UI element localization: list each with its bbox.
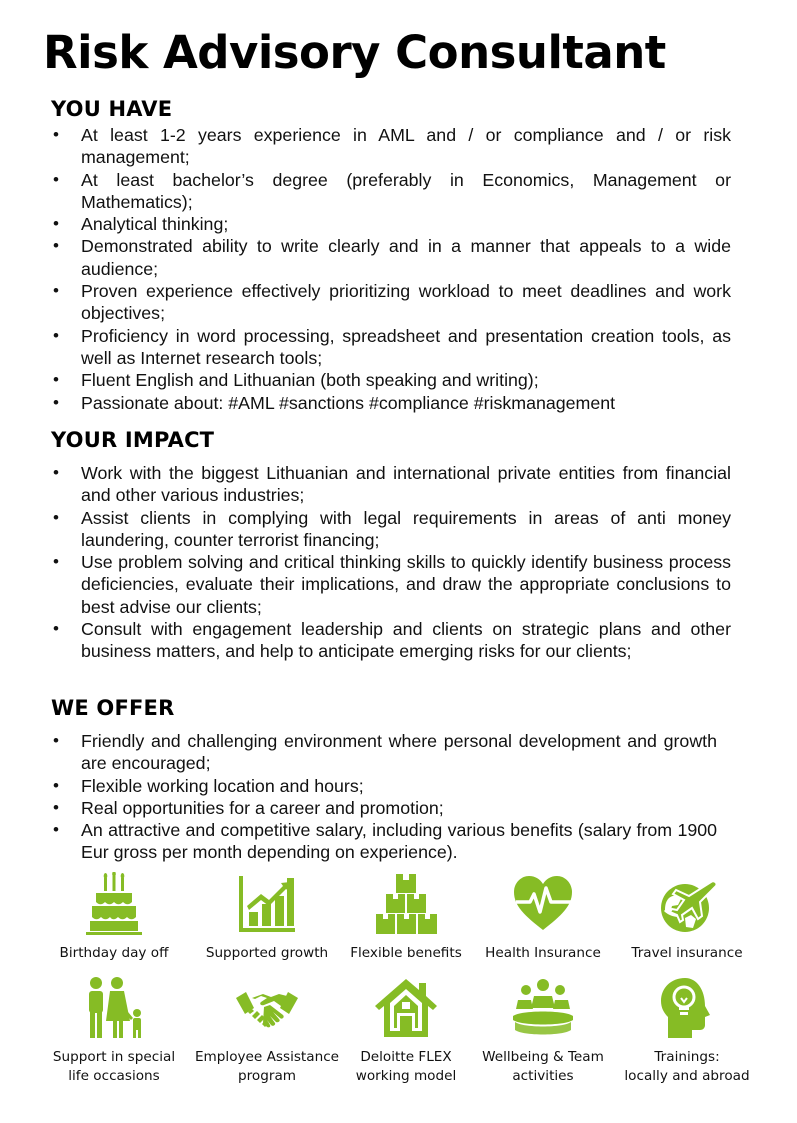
growth-chart-icon [235, 872, 299, 936]
benefit-label: Birthday day off [59, 945, 169, 961]
handshake-icon [235, 976, 299, 1040]
stacked-boxes-icon [374, 872, 438, 936]
benefit-flex-model [331, 976, 481, 1086]
team-icon [511, 976, 575, 1040]
list-item: • Real opportunities for a career and promotion; [51, 797, 731, 819]
section-we-offer [51, 696, 731, 864]
family-icon [82, 976, 146, 1040]
benefit-flexible [331, 872, 481, 963]
list-item: • Proven experience effectively prioritizing workload to meet deadlines and work objectives; [51, 280, 731, 325]
benefit-label: Supported growth [205, 945, 329, 961]
benefit-label: Travel insurance [631, 945, 743, 961]
list-item: • Use problem solving and critical thinking skills to quickly identify business process deficiencies, evaluate their implications, and draw the appropriate conclusions to best advise our clients; [51, 551, 731, 618]
benefit-growth [192, 872, 342, 963]
list-item: • Fluent English and Lithuanian (both speaking and writing); [51, 369, 731, 391]
list-item: • Flexible working location and hours; [51, 775, 731, 797]
globe-airplane-icon [655, 872, 719, 936]
benefit-travel [612, 872, 762, 963]
benefit-label: Wellbeing & Team activities [482, 1049, 604, 1084]
section-heading: WE OFFER [51, 696, 175, 720]
birthday-cake-icon [82, 872, 146, 936]
list-item: • Assist clients in complying with legal requirements in areas of anti money laundering, counter terrorist financing; [51, 507, 731, 552]
benefit-wellbeing [468, 976, 618, 1086]
benefit-employee-assistance [192, 976, 342, 1086]
benefit-label: Employee Assistance program [194, 1049, 340, 1084]
list-item: • Passionate about: #AML #sanctions #compliance #riskmanagement [51, 392, 731, 414]
section-your-impact [51, 428, 731, 663]
list-item: • Demonstrated ability to write clearly and in a manner that appeals to a wide audience; [51, 235, 731, 280]
benefit-label: Health Insurance [485, 945, 601, 961]
heart-pulse-icon [511, 872, 575, 936]
page-title: Risk Advisory Consultant [43, 26, 666, 79]
section-heading: YOU HAVE [51, 97, 173, 121]
list-item: • An attractive and competitive salary, including various benefits (salary from 1900 Eur gross per month depending on experience). [51, 819, 731, 864]
list-item: • At least 1-2 years experience in AML and / or compliance and / or risk management; [51, 124, 731, 169]
list-item: • Friendly and challenging environment where personal development and growth are encouraged; [51, 730, 731, 775]
benefit-health [468, 872, 618, 963]
benefit-label: Flexible benefits [350, 945, 462, 961]
list-item: • Consult with engagement leadership and clients on strategic plans and other business matters, and help to anticipate emerging risks for our clients; [51, 618, 731, 663]
impact-list [51, 462, 731, 663]
list-item: • At least bachelor’s degree (preferably in Economics, Management or Mathematics); [51, 169, 731, 214]
house-icon [374, 976, 438, 1040]
benefit-trainings [612, 976, 762, 1086]
list-item: • Proficiency in word processing, spreadsheet and presentation creation tools, as well as Internet research tools; [51, 325, 731, 370]
section-you-have [51, 97, 731, 414]
list-item: • Work with the biggest Lithuanian and international private entities from financial and other various industries; [51, 462, 731, 507]
benefit-label: Trainings: locally and abroad [624, 1049, 750, 1084]
benefit-label: Support in special life occasions [52, 1049, 176, 1084]
offer-list [51, 730, 731, 864]
benefit-label: Deloitte FLEX working model [355, 1049, 457, 1084]
benefit-birthday [39, 872, 189, 963]
list-item: • Analytical thinking; [51, 213, 731, 235]
head-lightbulb-icon [655, 976, 719, 1040]
benefit-life-occasions [39, 976, 189, 1086]
section-heading: YOUR IMPACT [51, 428, 215, 452]
requirements-list [51, 124, 731, 414]
